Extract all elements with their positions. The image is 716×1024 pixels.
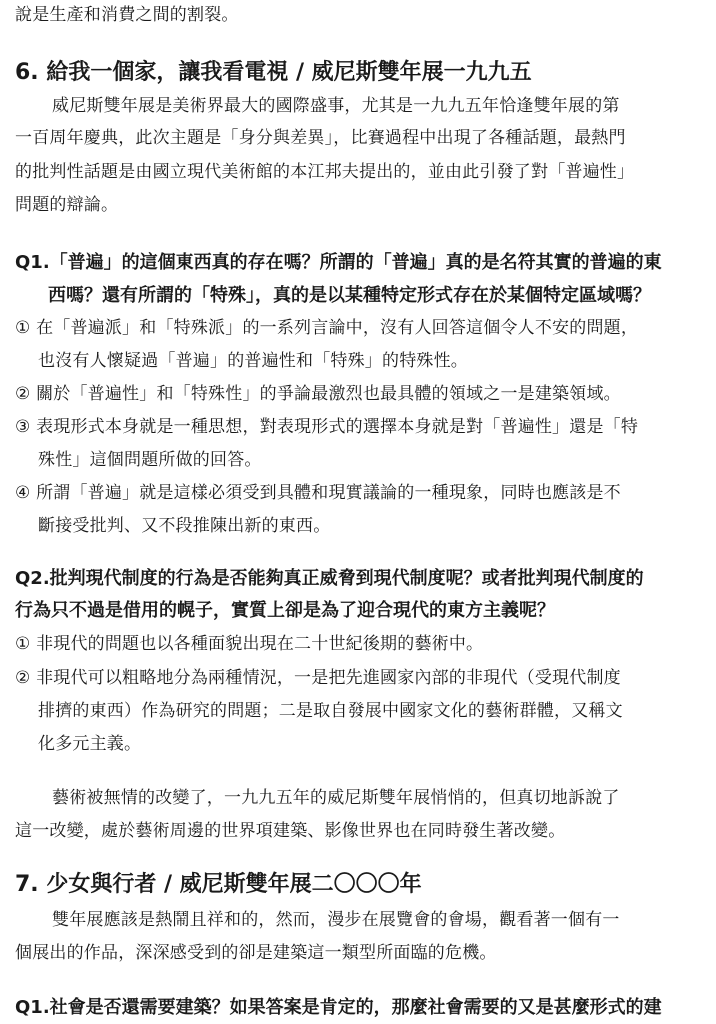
item-text: 關於「普遍性」和「特殊性」的爭論最激烈也最具體的領域之一是建築領域。	[36, 384, 621, 404]
list-item	[15, 632, 483, 656]
item-marker: ②	[15, 668, 31, 688]
section-6-paragraph-line: 問題的辯論。	[15, 195, 119, 215]
section-7-paragraph-line: 雙年展應該是熱鬧且祥和的，然而，漫步在展覽會的會場，觀看著一個有一	[52, 910, 620, 930]
item-marker: ③	[15, 417, 31, 437]
item-text-cont: 斷接受批判、又不段推陳出新的東西。	[38, 516, 331, 536]
item-text-cont: 化多元主義。	[38, 734, 142, 754]
section-6-paragraph-line: 一百周年慶典，此次主題是「身分與差異」，比賽過程中出現了各種話題，最熱門	[15, 128, 626, 148]
section-6-paragraph-line: 威尼斯雙年展是美術界最大的國際盛事，尤其是一九九五年恰逢雙年展的第	[52, 96, 620, 116]
section-6-question-1-cont: 西嗎？還有所謂的「特殊」，真的是以某種特定形式存在於某個特定區域嗎？	[48, 285, 651, 306]
list-item	[15, 666, 621, 690]
item-text: 非現代可以粗略地分為兩種情況，一是把先進國家內部的非現代（受現代制度	[36, 668, 621, 688]
section-6-question-2-cont: 行為只不過是借用的幌子，實質上卻是為了迎合現代的東方主義呢？	[15, 600, 555, 621]
section-7-question-1: Q1.社會是否還需要建築？如果答案是肯定的，那麼社會需要的又是甚麼形式的建	[15, 997, 662, 1018]
item-text: 所謂「普遍」就是這樣必須受到具體和現實議論的一種現象，同時也應該是不	[36, 483, 621, 503]
item-marker: ②	[15, 384, 31, 404]
section-6-paragraph-line: 的批判性話題是由國立現代美術館的本江邦夫提出的，並由此引發了對「普遍性」	[15, 162, 635, 182]
section-7-title: 7. 少女與行者 / 威尼斯雙年展二〇〇〇年	[15, 872, 422, 897]
section-6-question-1: Q1.「普遍」的這個東西真的存在嗎？所謂的「普遍」真的是名符其實的普遍的東	[15, 252, 662, 273]
item-text: 表現形式本身就是一種思想，對表現形式的選擇本身就是對「普遍性」還是「特	[36, 417, 639, 437]
section-6-question-2: Q2.批判現代制度的行為是否能夠真正威脅到現代制度呢？或者批判現代制度的	[15, 568, 644, 589]
list-item	[15, 415, 638, 439]
section-7-paragraph-line: 個展出的作品，深深感受到的卻是建築這一類型所面臨的危機。	[15, 943, 497, 963]
list-item	[15, 316, 638, 340]
item-text: 在「普遍派」和「特殊派」的一系列言論中，沒有人回答這個令人不安的問題，	[36, 318, 639, 338]
list-item	[15, 382, 621, 406]
intro-text: 說是生產和消費之間的割裂。	[15, 5, 239, 25]
section-6-closing-line: 這一改變，處於藝術周邊的世界項建築、影像世界也在同時發生著改變。	[15, 821, 566, 841]
item-marker: ④	[15, 483, 31, 503]
item-text-cont: 殊性」這個問題所做的回答。	[38, 450, 262, 470]
list-item	[15, 481, 621, 505]
item-text-cont: 也沒有人懷疑過「普遍」的普遍性和「特殊」的特殊性。	[38, 351, 468, 371]
item-marker: ①	[15, 318, 31, 338]
item-text: 非現代的問題也以各種面貌出現在二十世紀後期的藝術中。	[36, 634, 484, 654]
section-6-closing-line: 藝術被無情的改變了，一九九五年的威尼斯雙年展悄悄的，但真切地訴說了	[52, 788, 620, 808]
item-marker: ①	[15, 634, 31, 654]
section-6-title: 6. 給我一個家，讓我看電視 / 威尼斯雙年展一九九五	[15, 60, 532, 85]
item-text-cont: 排擠的東西）作為研究的問題；二是取自發展中國家文化的藝術群體，又稱文	[38, 701, 623, 721]
